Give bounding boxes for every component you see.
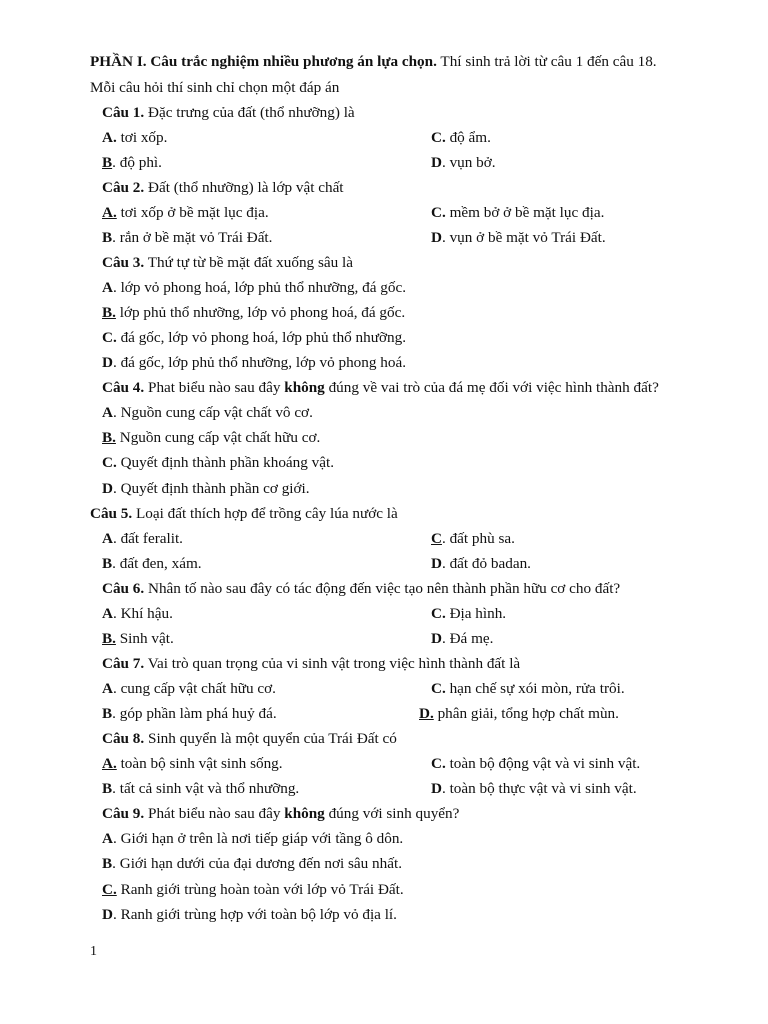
- option-text: . vụn bở.: [441, 154, 496, 171]
- option-key: D: [431, 780, 442, 797]
- q5-option-b: [102, 554, 202, 574]
- question-text: Nhân tố nào sau đây có tác động đến việc tạo nên thành phần hữu cơ cho đất?: [144, 580, 621, 597]
- q3-option-a: [102, 278, 406, 298]
- question-emphasis: không: [284, 805, 325, 822]
- q1-option-d: [431, 153, 496, 173]
- q9-option-d: [102, 905, 397, 925]
- option-text: Ranh giới trùng hoàn toàn với lớp vỏ Trái Đất.: [116, 881, 404, 898]
- question-text: Phát biểu nào sau đây: [144, 805, 285, 822]
- q2-option-d: [431, 228, 606, 248]
- option-text: Sinh vật.: [115, 630, 174, 647]
- question-6: [102, 579, 620, 599]
- question-text: Phat biểu nào sau đây: [144, 379, 285, 396]
- option-key: C: [431, 530, 442, 547]
- question-number: Câu 5.: [90, 505, 133, 522]
- section-instruction-2: Mỗi câu hỏi thí sinh chỉ chọn một đáp án: [90, 79, 340, 96]
- question-number: Câu 9.: [102, 805, 145, 822]
- question-number: Câu 8.: [102, 730, 145, 747]
- q2-option-b: [102, 228, 272, 248]
- question-number: Câu 7.: [102, 655, 145, 672]
- option-key: D.: [419, 705, 434, 722]
- option-text: . Giới hạn ở trên là nơi tiếp giáp với tầng ô dôn.: [112, 830, 404, 847]
- option-text: Nguồn cung cấp vật chất hữu cơ.: [115, 429, 321, 446]
- question-text: Loại đất thích hợp để trồng cây lúa nước là: [132, 505, 398, 522]
- option-key: A: [102, 680, 113, 697]
- q5-option-a: [102, 529, 183, 549]
- option-text: lớp phủ thổ nhưỡng, lớp vỏ phong hoá, đá gốc.: [115, 304, 406, 321]
- option-key: D: [102, 906, 113, 923]
- option-key: B: [102, 229, 113, 246]
- option-text: . đất đỏ badan.: [441, 555, 531, 572]
- option-key: D: [431, 154, 442, 171]
- option-key: A.: [102, 129, 117, 146]
- page-number: 1: [90, 944, 97, 959]
- option-text: hạn chế sự xói mòn, rửa trôi.: [445, 680, 625, 697]
- option-key: A.: [102, 755, 117, 772]
- question-3: [102, 253, 353, 273]
- option-text: . lớp vỏ phong hoá, lớp phủ thổ nhưỡng, đá gốc.: [112, 279, 406, 296]
- q7-option-a: [102, 679, 276, 699]
- question-number: Câu 2.: [102, 179, 145, 196]
- q4-option-b-answer: [102, 428, 320, 448]
- option-key: C.: [102, 881, 117, 898]
- q9-option-c-answer: [102, 880, 404, 900]
- option-text: . đất feralit.: [112, 530, 183, 547]
- q3-option-b-answer: [102, 303, 405, 323]
- option-key: B.: [102, 630, 116, 647]
- question-text: Đất (thổ nhưỡng) là lớp vật chất: [144, 179, 344, 196]
- option-key: B.: [102, 304, 116, 321]
- question-number: Câu 4.: [102, 379, 145, 396]
- question-7: [102, 654, 520, 674]
- q4-option-a: [102, 403, 313, 423]
- q5-option-d: [431, 554, 531, 574]
- option-key: A: [102, 404, 113, 421]
- section-instruction: Thí sinh trả lời từ câu 1 đến câu 18.: [436, 53, 657, 70]
- question-text: Thứ tự từ bề mặt đất xuống sâu là: [144, 254, 353, 271]
- question-number: Câu 3.: [102, 254, 145, 271]
- option-text: mềm bở ở bề mặt lục địa.: [445, 204, 605, 221]
- q1-option-c: [431, 128, 491, 148]
- q3-option-d: [102, 353, 406, 373]
- option-key: D: [431, 229, 442, 246]
- q3-option-c: [102, 328, 406, 348]
- option-text: . tất cả sinh vật và thổ nhưỡng.: [112, 780, 300, 797]
- question-text: Đặc trưng của đất (thổ nhưỡng) là: [144, 104, 355, 121]
- question-text: Sinh quyển là một quyển của Trái Đất có: [144, 730, 397, 747]
- option-text: toàn bộ sinh vật sinh sống.: [116, 755, 283, 772]
- q8-option-d: [431, 779, 637, 799]
- option-text: tơi xốp.: [116, 129, 168, 146]
- option-key: D: [431, 555, 442, 572]
- option-text: . rắn ở bề mặt vỏ Trái Đất.: [112, 229, 273, 246]
- option-key: D: [102, 480, 113, 497]
- option-text: . góp phần làm phá huỷ đá.: [112, 705, 277, 722]
- q1-option-b-answer: [102, 153, 162, 173]
- question-text-tail: đúng với sinh quyển?: [324, 805, 460, 822]
- q2-option-a-answer: [102, 203, 269, 223]
- option-key: C.: [102, 454, 117, 471]
- option-key: B: [102, 855, 113, 872]
- q4-option-c: [102, 453, 334, 473]
- option-key: B: [102, 555, 113, 572]
- option-text: . Khí hậu.: [112, 605, 173, 622]
- question-text: Vai trò quan trọng của vi sinh vật trong việc hình thành đất là: [144, 655, 521, 672]
- q8-option-b: [102, 779, 299, 799]
- option-text: phân giải, tổng hợp chất mùn.: [433, 705, 619, 722]
- option-text: . toàn bộ thực vật và vi sinh vật.: [441, 780, 637, 797]
- question-text-tail: đúng về vai trò của đá mẹ đối với việc hình thành đất?: [324, 379, 659, 396]
- q6-option-b-answer: [102, 629, 174, 649]
- option-text: . Đá mẹ.: [441, 630, 494, 647]
- q4-option-d: [102, 479, 310, 499]
- q6-option-d: [431, 629, 493, 649]
- q8-option-c: [431, 754, 640, 774]
- option-text: tơi xốp ở bề mặt lục địa.: [116, 204, 269, 221]
- question-number: Câu 1.: [102, 104, 145, 121]
- option-key: B: [102, 154, 113, 171]
- option-text: độ ẩm.: [445, 129, 491, 146]
- q2-option-c: [431, 203, 604, 223]
- option-text: . Ranh giới trùng hợp với toàn bộ lớp vỏ địa lí.: [112, 906, 397, 923]
- q6-option-c: [431, 604, 506, 624]
- q8-option-a-answer: [102, 754, 283, 774]
- q7-option-b: [102, 704, 277, 724]
- option-key: A: [102, 530, 113, 547]
- option-key: B.: [102, 429, 116, 446]
- option-text: . Nguồn cung cấp vật chất vô cơ.: [112, 404, 313, 421]
- question-2: [102, 178, 344, 198]
- question-number: Câu 6.: [102, 580, 145, 597]
- q7-option-d-answer: [419, 704, 619, 724]
- option-text: Quyết định thành phần khoáng vật.: [116, 454, 334, 471]
- question-emphasis: không: [284, 379, 325, 396]
- q7-option-c: [431, 679, 625, 699]
- option-text: toàn bộ động vật và vi sinh vật.: [445, 755, 641, 772]
- option-key: B: [102, 705, 113, 722]
- option-key: C.: [431, 755, 446, 772]
- q1-option-a: [102, 128, 167, 148]
- option-key: A: [102, 605, 113, 622]
- option-text: . đất đen, xám.: [112, 555, 202, 572]
- option-text: . vụn ở bề mặt vỏ Trái Đất.: [441, 229, 606, 246]
- option-key: B: [102, 780, 113, 797]
- section-title: PHẦN I. Câu trắc nghiệm nhiều phương án lựa chọn.: [90, 53, 437, 70]
- option-key: A.: [102, 204, 117, 221]
- option-key: C.: [431, 204, 446, 221]
- q9-option-a: [102, 829, 403, 849]
- option-text: . đất phù sa.: [441, 530, 515, 547]
- option-key: D: [431, 630, 442, 647]
- option-key: C.: [431, 129, 446, 146]
- section-header: [90, 52, 657, 72]
- option-key: A: [102, 279, 113, 296]
- question-4: [102, 378, 659, 398]
- option-key: C.: [431, 680, 446, 697]
- option-key: C.: [102, 329, 117, 346]
- q6-option-a: [102, 604, 173, 624]
- question-9: [102, 804, 459, 824]
- q9-option-b: [102, 854, 402, 874]
- option-text: . Quyết định thành phần cơ giới.: [112, 480, 310, 497]
- option-key: C.: [431, 605, 446, 622]
- option-key: A: [102, 830, 113, 847]
- option-text: . đá gốc, lớp phủ thổ nhưỡng, lớp vỏ phong hoá.: [112, 354, 406, 371]
- question-1: [102, 103, 355, 123]
- option-key: D: [102, 354, 113, 371]
- option-text: . độ phì.: [112, 154, 162, 171]
- question-8: [102, 729, 397, 749]
- option-text: Địa hình.: [445, 605, 507, 622]
- q5-option-c-answer: [431, 529, 515, 549]
- option-text: . Giới hạn dưới của đại dương đến nơi sâu nhất.: [112, 855, 402, 872]
- question-5: [90, 504, 398, 524]
- option-text: . cung cấp vật chất hữu cơ.: [112, 680, 276, 697]
- option-text: đá gốc, lớp vỏ phong hoá, lớp phủ thổ nhưỡng.: [116, 329, 406, 346]
